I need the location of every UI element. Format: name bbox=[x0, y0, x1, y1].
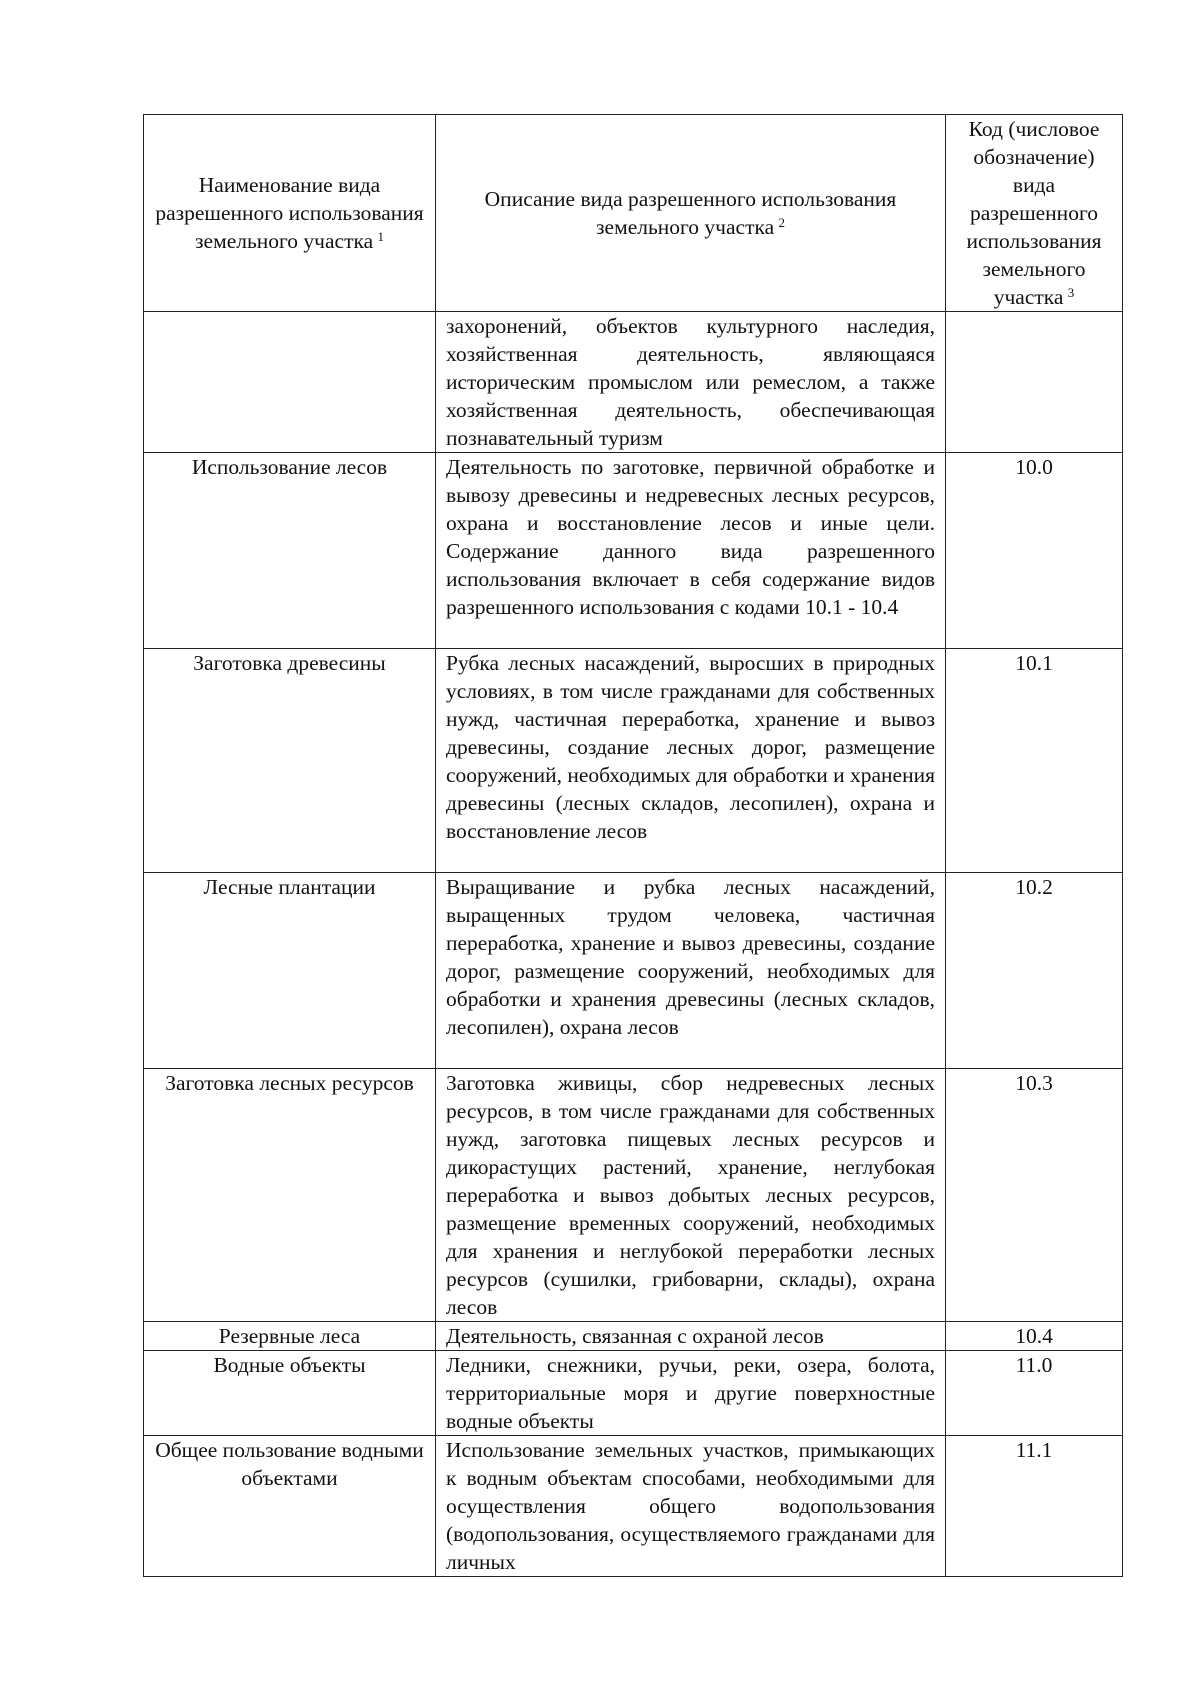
use-code-cell: 10.1 bbox=[946, 649, 1123, 873]
table-row bbox=[144, 649, 1123, 873]
use-code-cell bbox=[946, 312, 1123, 453]
table-row bbox=[144, 1436, 1123, 1577]
table-row bbox=[144, 312, 1123, 453]
use-code-cell: 11.1 bbox=[946, 1436, 1123, 1577]
use-code-cell: 10.4 bbox=[946, 1322, 1123, 1351]
header-name-text: Наименование вида разрешенного использования земельного участка bbox=[155, 173, 424, 253]
use-description-cell: Использование земельных участков, примыкающих к водным объектам способами, необходимыми для осуществления общего водопользования (водопользования, осуществляемого гражданами для личных bbox=[436, 1436, 946, 1577]
header-name-cell bbox=[144, 115, 436, 312]
use-description-cell: Деятельность, связанная с охраной лесов bbox=[436, 1322, 946, 1351]
use-description-cell: Рубка лесных насаждений, выросших в природных условиях, в том числе гражданами для собственных нужд, частичная переработка, хранение и вывоз древесины, создание лесных дорог, размещение сооружений, необходимых для обработки и хранения древесины (лесных складов, лесопилен), охрана и восстановление лесов bbox=[436, 649, 946, 873]
use-description-cell: Выращивание и рубка лесных насаждений, выращенных трудом человека, частичная переработка, хранение и вывоз древесины, создание дорог, размещение сооружений, необходимых для обработки и хранения древесины (лесных складов, лесопилен), охрана лесов bbox=[436, 873, 946, 1069]
use-description-cell: Заготовка живицы, сбор недревесных лесных ресурсов, в том числе гражданами для собственных нужд, заготовка пищевых лесных ресурсов и дикорастущих растений, хранение, неглубокая переработка и вывоз добытых лесных ресурсов, размещение временных сооружений, необходимых для хранения и неглубокой переработки лесных ресурсов (сушилки, грибоварни, склады), охрана лесов bbox=[436, 1069, 946, 1322]
use-name-cell: Заготовка лесных ресурсов bbox=[144, 1069, 436, 1322]
use-code-cell: 10.3 bbox=[946, 1069, 1123, 1322]
use-code-cell: 10.2 bbox=[946, 873, 1123, 1069]
use-name-cell: Лесные плантации bbox=[144, 873, 436, 1069]
header-code-footnote: 3 bbox=[1067, 285, 1075, 300]
table-row bbox=[144, 1069, 1123, 1322]
use-description-cell: захоронений, объектов культурного наследия, хозяйственная деятельность, являющаяся историческим промыслом или ремеслом, а также хозяйственная деятельность, обеспечивающая познавательный туризм bbox=[436, 312, 946, 453]
header-description-text: Описание вида разрешенного использования земельного участка bbox=[484, 187, 897, 239]
table-row bbox=[144, 1322, 1123, 1351]
header-code-text: Код (числовое обозначение) вида разрешенного использования земельного участка bbox=[966, 117, 1102, 309]
table-row bbox=[144, 1351, 1123, 1436]
use-name-cell: Общее пользование водными объектами bbox=[144, 1436, 436, 1577]
use-description-cell: Ледники, снежники, ручьи, реки, озера, болота, территориальные моря и другие поверхностные водные объекты bbox=[436, 1351, 946, 1436]
header-description-footnote: 2 bbox=[778, 215, 785, 230]
use-description-cell: Деятельность по заготовке, первичной обработке и вывозу древесины и недревесных лесных ресурсов, охрана и восстановление лесов и иные цели. Содержание данного вида разрешенного использования включает в себя содержание видов разрешенного использования с кодами 10.1 - 10.4 bbox=[436, 453, 946, 649]
header-code-cell bbox=[946, 115, 1123, 312]
use-name-cell: Заготовка древесины bbox=[144, 649, 436, 873]
use-name-cell: Водные объекты bbox=[144, 1351, 436, 1436]
table-header-row bbox=[144, 115, 1123, 312]
table-row bbox=[144, 873, 1123, 1069]
use-name-cell: Резервные леса bbox=[144, 1322, 436, 1351]
use-code-cell: 11.0 bbox=[946, 1351, 1123, 1436]
header-name-footnote: 1 bbox=[377, 229, 384, 244]
use-name-cell bbox=[144, 312, 436, 453]
header-description-cell bbox=[436, 115, 946, 312]
use-code-cell: 10.0 bbox=[946, 453, 1123, 649]
land-use-table bbox=[143, 114, 1123, 1577]
table-row bbox=[144, 453, 1123, 649]
use-name-cell: Использование лесов bbox=[144, 453, 436, 649]
